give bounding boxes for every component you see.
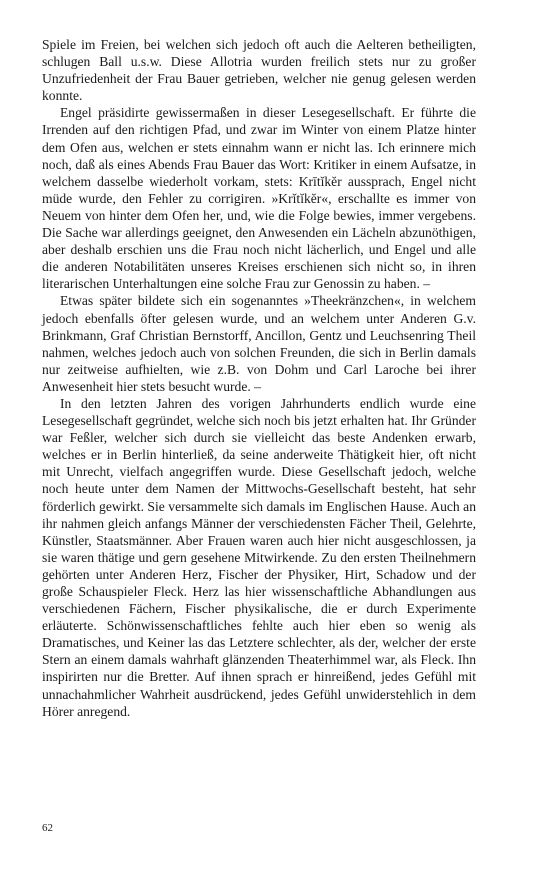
paragraph: Engel präsidirte gewissermaßen in dieser Lesegesellschaft. Er führte die Irrenden auf den richtigen Pfad, und zwar im Winter von einem Platze hinter dem Ofen aus, welchen er stets einnahm wann er nicht las. Ich erinnere mich noch, daß als eines Abends Frau Bauer das Wort: Kritiker in einem Aufsatze, in welchem dasselbe wiederholt vorkam, stets: Krītĭkĕr aussprach, Engel nicht müde wurde, den Fehler zu corrigiren. »Krĭtĭkĕr«, erschallte es immer von Neuem von hinter dem Ofen her, und, wie die Folge bewies, immer vergebens. Die Sache war allerdings geeignet, den Anwesenden ein Lächeln abzunöthigen, aber deshalb erschien uns die Frau noch nicht lächerlich, und Engel und alle die anderen Notabilitäten unseres Kreises erschienen sich nicht so, in ihren literarischen Unterhaltungen eine solche Frau zur Genossin zu haben. – [42, 105, 476, 292]
paragraph: Etwas später bildete sich ein sogenanntes »Theekränzchen«, in welchem jedoch ebenfalls öfter gelesen wurde, und an welchem unter Anderen G.v. Brinkmann, Graf Christian Bernstorff, Ancillon, Gentz und Leuchsenring Theil nahmen, welches jedoch auch von solchen Freunden, die sich in Berlin damals nur zeitweise aufhielten, wie z.B. von Dohm und Carl Laroche bei ihrer Anwesenheit hier stets besucht wurde. – [42, 293, 476, 394]
page-number: 62 [42, 822, 53, 834]
paragraph: Spiele im Freien, bei welchen sich jedoch oft auch die Aelteren betheiligten, schlugen Ball u.s.w. Diese Allotria wurden freilich stets nur zu großer Unzufriedenheit der Frau Bauer getrieben, welcher nie genug gelesen werden konnte. [42, 37, 476, 104]
paragraph: In den letzten Jahren des vorigen Jahrhunderts endlich wurde eine Lesegesellschaft gegründet, welche sich noch bis jetzt erhalten hat. Ihr Gründer war Feßler, welcher sich durch sie vielleicht das beste Andenken erwarb, welches er in Berlin hinterließ, da seine anderweite Thätigkeit hier, oft nicht mit Unrecht, vielfach angegriffen wurde. Diese Gesellschaft jedoch, welche noch heute unter dem Namen der Mittwochs-Gesellschaft besteht, hat sehr förderlich gewirkt. Sie versammelte sich damals im Englischen Hause. Auch an ihr nahmen gleich anfangs Männer der verschiedensten Fächer Theil, Gelehrte, Künstler, Staatsmänner. Aber Frauen waren auch hier nicht ausgeschlossen, ja sie waren thätige und gern gesehene Mitwirkende. Zu den ersten Theilnehmern gehörten unter Anderen Herz, Fischer der Physiker, Hirt, Schadow und der große Schauspieler Fleck. Herz las hier wissenschaftliche Abhandlungen aus verschiedenen Fächern, Fischer physikalische, die er durch Experimente erläuterte. Schönwissenschaftliches fehlte auch hier eben so wenig als Dramatisches, und Keiner las das Letztere schlechter, als der, welcher der erste Stern an einem damals wahrhaft glänzenden Theaterhimmel war, als Fleck. Ihn inspirirten nur die Bretter. Auf ihnen sprach er hinreißend, jedes Gefühl mit unnachahmlicher Wahrheit ausdrückend, jedes Gefühl unwiderstehlich in dem Hörer anregend. [42, 395, 476, 719]
page-body-text [42, 36, 476, 720]
